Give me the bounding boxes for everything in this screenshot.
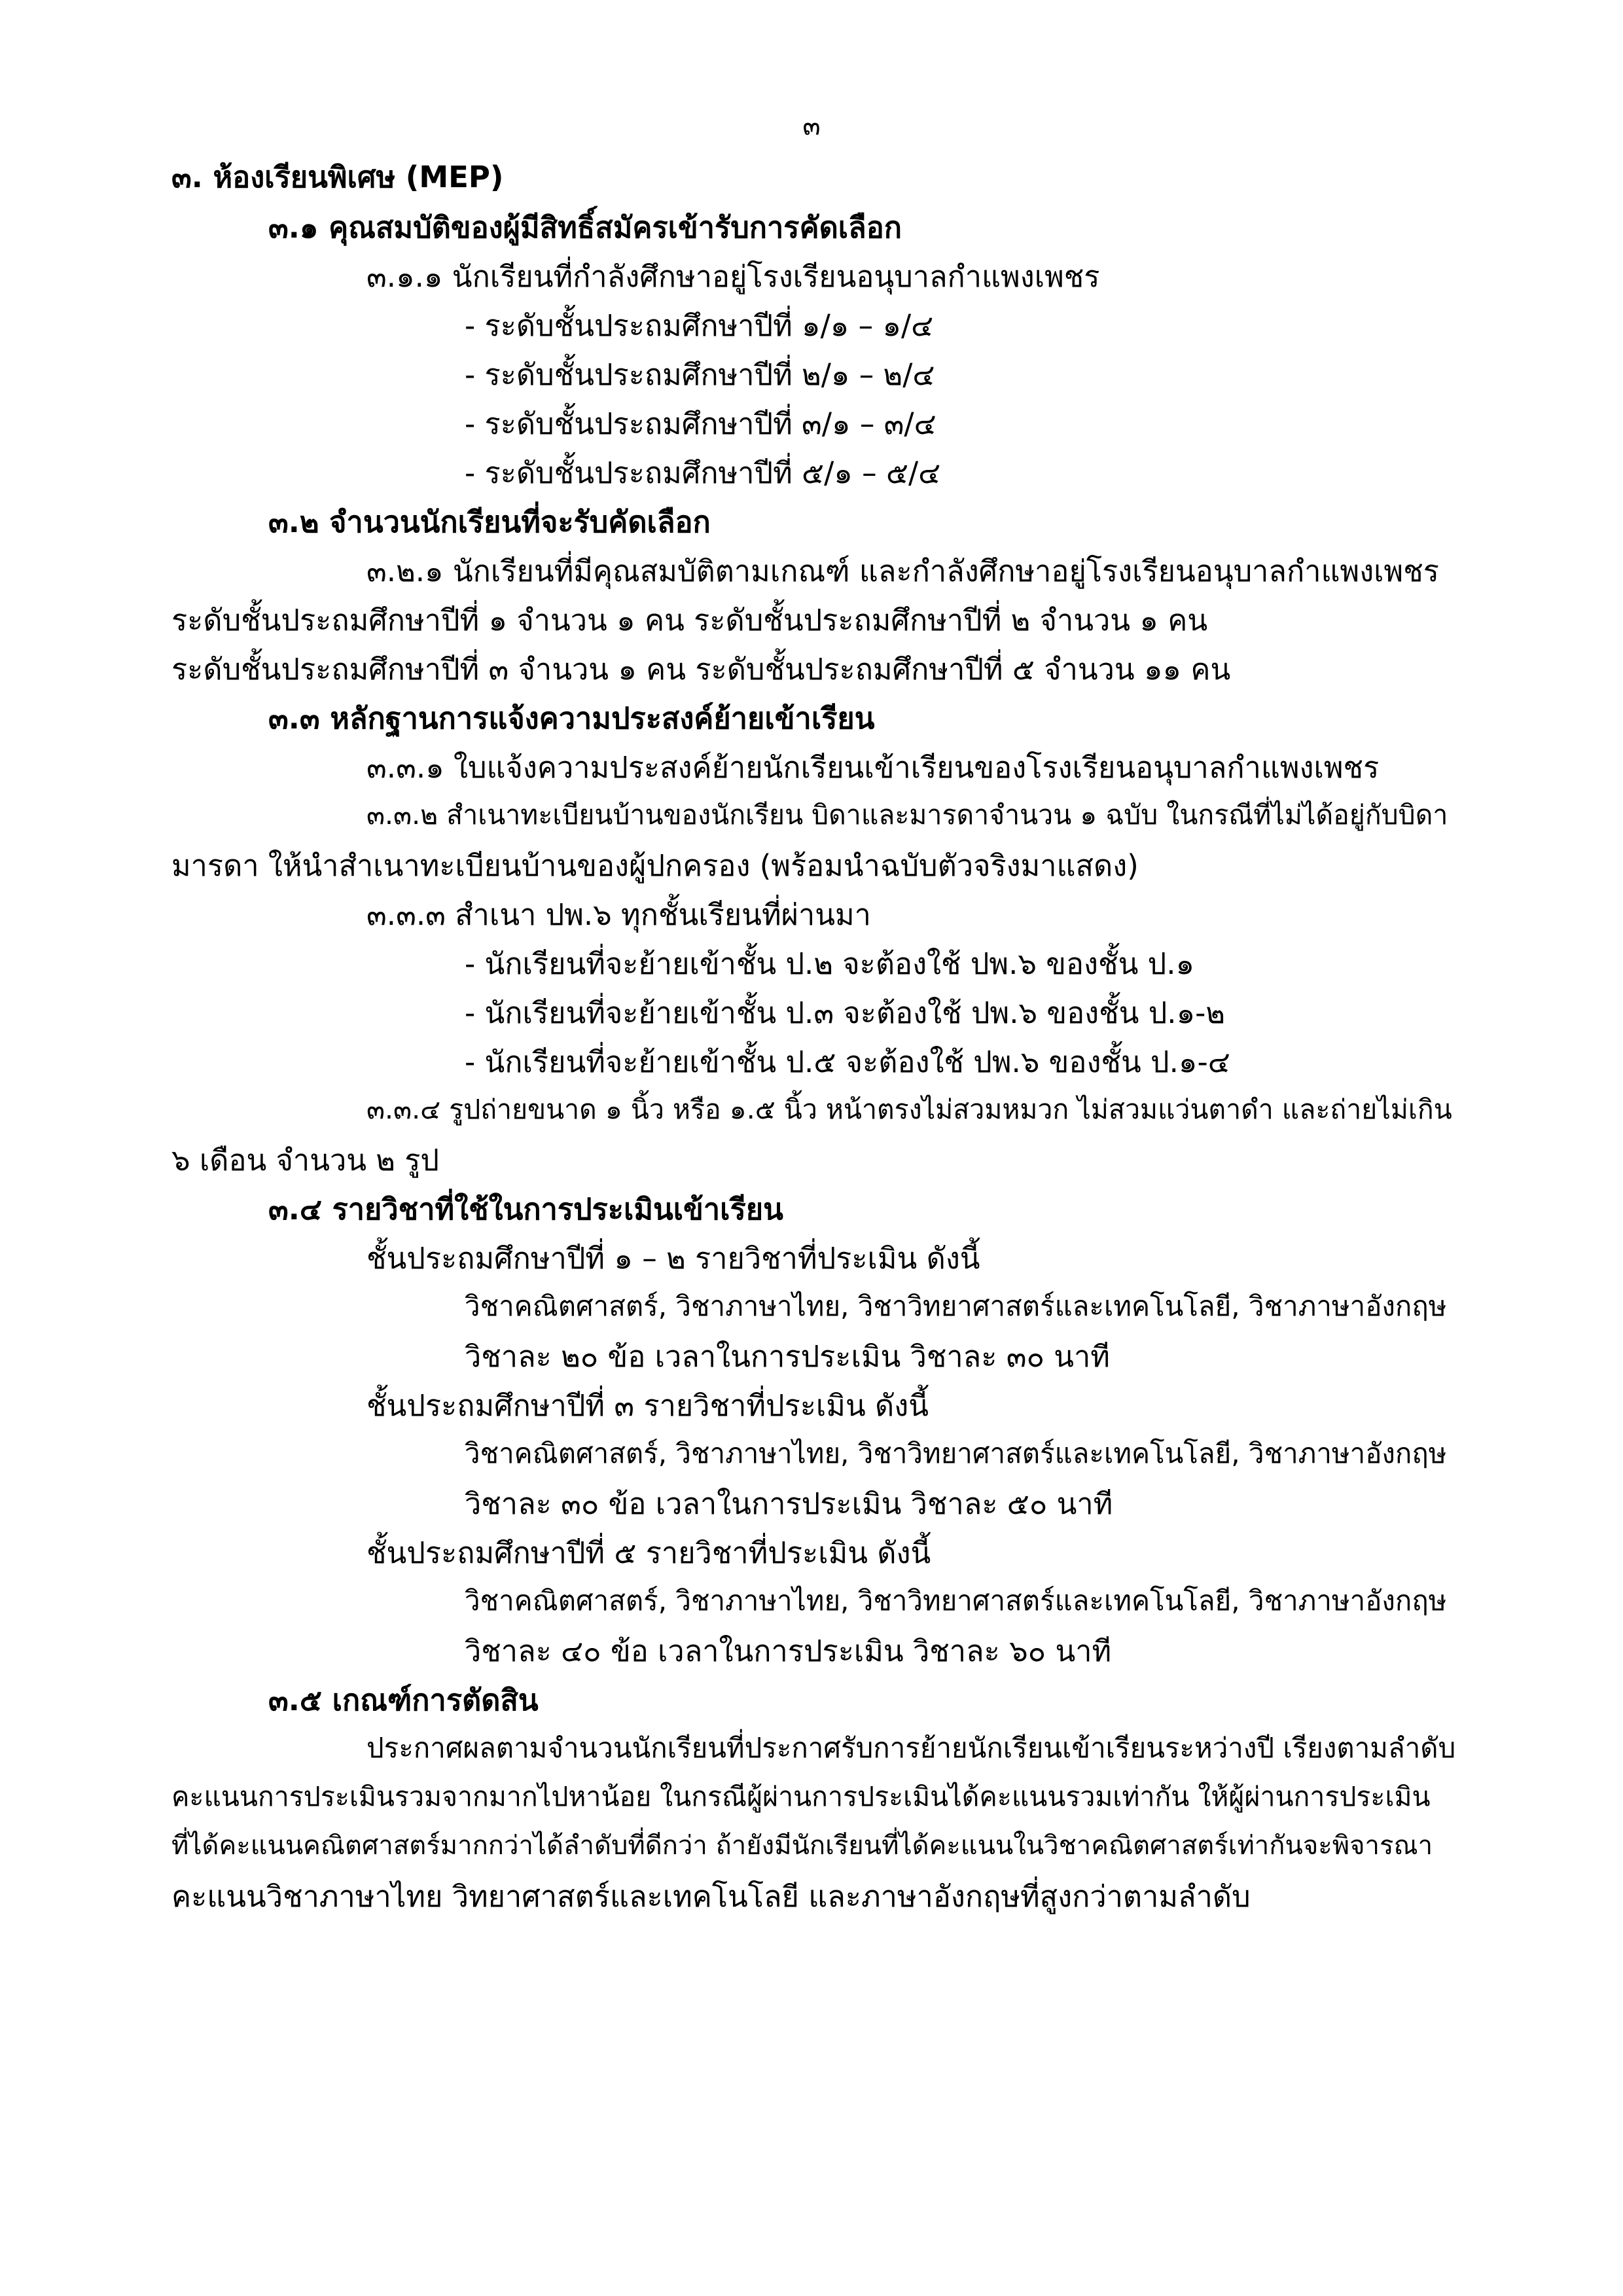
subjects-line: วิชาคณิตศาสตร์, วิชาภาษาไทย, วิชาวิทยาศาสตร์และเทคโนโลยี, วิชาภาษาอังกฤษ: [465, 1585, 1447, 1617]
grade-line: ชั้นประถมศึกษาปีที่ ๕ รายวิชาที่ประเมิน ดังนี้: [366, 1535, 931, 1570]
paragraph-3-3-4: ๓.๓.๔ รูปถ่ายขนาด ๑ นิ้ว หรือ ๑.๕ นิ้ว หน้าตรงไม่สวมหมวก ไม่สวมแว่นตาดำ และถ่ายไม่เกิน: [366, 1094, 1452, 1125]
detail-line: วิชาละ ๒๐ ข้อ เวลาในการประเมิน วิชาละ ๓๐ นาที: [465, 1339, 1110, 1374]
criteria-line: คะแนนการประเมินรวมจากมากไปหาน้อย ในกรณีผู้ผ่านการประเมินได้คะแนนรวมเท่ากัน ให้ผู้ผ่านการประเมิน: [171, 1781, 1431, 1812]
heading-3-5: ๓.๕ เกณฑ์การตัดสิน: [268, 1683, 539, 1717]
paragraph-3-3-4-cont: ๖ เดือน จำนวน ๒ รูป: [171, 1143, 439, 1177]
paragraph-3-2-1: ๓.๒.๑ นักเรียนที่มีคุณสมบัติตามเกณฑ์ และกำลังศึกษาอยู่โรงเรียนอนุบาลกำแพงเพชร: [366, 554, 1439, 588]
detail-line: วิชาละ ๔๐ ข้อ เวลาในการประเมิน วิชาละ ๖๐ นาที: [465, 1634, 1112, 1668]
page-number: ๓: [802, 111, 821, 141]
paragraph-3-3-3: ๓.๓.๓ สำเนา ปพ.๖ ทุกชั้นเรียนที่ผ่านมา: [366, 897, 871, 932]
grade-line: ชั้นประถมศึกษาปีที่ ๓ รายวิชาที่ประเมิน ดังนี้: [366, 1388, 929, 1423]
heading-3-1: ๓.๑ คุณสมบัติของผู้มีสิทธิ์สมัครเข้ารับการคัดเลือก: [268, 210, 902, 245]
section-title: ๓. ห้องเรียนพิเศษ (MEP): [171, 160, 504, 194]
criteria-line: ที่ได้คะแนนคณิตศาสตร์มากกว่าได้ลำดับที่ดีกว่า ถ้ายังมีนักเรียนที่ได้คะแนนในวิชาคณิตศาสตร์เท่ากันจะพิจารณา: [171, 1831, 1433, 1861]
grade-line: ชั้นประถมศึกษาปีที่ ๑ – ๒ รายวิชาที่ประเมิน ดังนี้: [366, 1241, 980, 1276]
heading-3-2: ๓.๒ จำนวนนักเรียนที่จะรับคัดเลือก: [268, 505, 711, 539]
criteria-line: ประกาศผลตามจำนวนนักเรียนที่ประกาศรับการย้ายนักเรียนเข้าเรียนระหว่างปี เรียงตามลำดับ: [366, 1732, 1456, 1764]
transfer-item: - นักเรียนที่จะย้ายเข้าชั้น ป.๕ จะต้องใช้ ปพ.๖ ของชั้น ป.๑-๔: [465, 1045, 1230, 1079]
transfer-item: - นักเรียนที่จะย้ายเข้าชั้น ป.๒ จะต้องใช้ ปพ.๖ ของชั้น ป.๑: [465, 946, 1195, 981]
level-item: - ระดับชั้นประถมศึกษาปีที่ ๓/๑ – ๓/๔: [465, 406, 936, 441]
detail-line: วิชาละ ๓๐ ข้อ เวลาในการประเมิน วิชาละ ๕๐ นาที: [465, 1486, 1113, 1521]
subjects-line: วิชาคณิตศาสตร์, วิชาภาษาไทย, วิชาวิทยาศาสตร์และเทคโนโลยี, วิชาภาษาอังกฤษ: [465, 1437, 1447, 1469]
level-item: - ระดับชั้นประถมศึกษาปีที่ ๕/๑ – ๕/๔: [465, 456, 941, 490]
heading-3-3: ๓.๓ หลักฐานการแจ้งความประสงค์ย้ายเข้าเรียน: [268, 701, 875, 736]
paragraph-3-3-2: ๓.๓.๒ สำเนาทะเบียนบ้านของนักเรียน บิดาและมารดาจำนวน ๑ ฉบับ ในกรณีที่ไม่ได้อยู่กับบิดา: [366, 799, 1448, 831]
transfer-item: - นักเรียนที่จะย้ายเข้าชั้น ป.๓ จะต้องใช้ ปพ.๖ ของชั้น ป.๑-๒: [465, 996, 1226, 1030]
subjects-line: วิชาคณิตศาสตร์, วิชาภาษาไทย, วิชาวิทยาศาสตร์และเทคโนโลยี, วิชาภาษาอังกฤษ: [465, 1290, 1447, 1322]
quota-line: ระดับชั้นประถมศึกษาปีที่ ๓ จำนวน ๑ คน ระดับชั้นประถมศึกษาปีที่ ๕ จำนวน ๑๑ คน: [171, 652, 1231, 687]
criteria-line: คะแนนวิชาภาษาไทย วิทยาศาสตร์และเทคโนโลยี และภาษาอังกฤษที่สูงกว่าตามลำดับ: [171, 1879, 1251, 1914]
level-item: - ระดับชั้นประถมศึกษาปีที่ ๑/๑ – ๑/๔: [465, 308, 934, 343]
paragraph-3-1-1: ๓.๑.๑ นักเรียนที่กำลังศึกษาอยู่โรงเรียนอนุบาลกำแพงเพชร: [366, 259, 1100, 294]
paragraph-3-3-1: ๓.๓.๑ ใบแจ้งความประสงค์ย้ายนักเรียนเข้าเรียนของโรงเรียนอนุบาลกำแพงเพชร: [366, 750, 1380, 785]
heading-3-4: ๓.๔ รายวิชาที่ใช้ในการประเมินเข้าเรียน: [268, 1192, 783, 1227]
quota-line: ระดับชั้นประถมศึกษาปีที่ ๑ จำนวน ๑ คน ระดับชั้นประถมศึกษาปีที่ ๒ จำนวน ๑ คน: [171, 603, 1208, 637]
paragraph-3-3-2-cont: มารดา ให้นำสำเนาทะเบียนบ้านของผู้ปกครอง (พร้อมนำฉบับตัวจริงมาแสดง): [171, 848, 1139, 883]
level-item: - ระดับชั้นประถมศึกษาปีที่ ๒/๑ – ๒/๔: [465, 357, 935, 392]
